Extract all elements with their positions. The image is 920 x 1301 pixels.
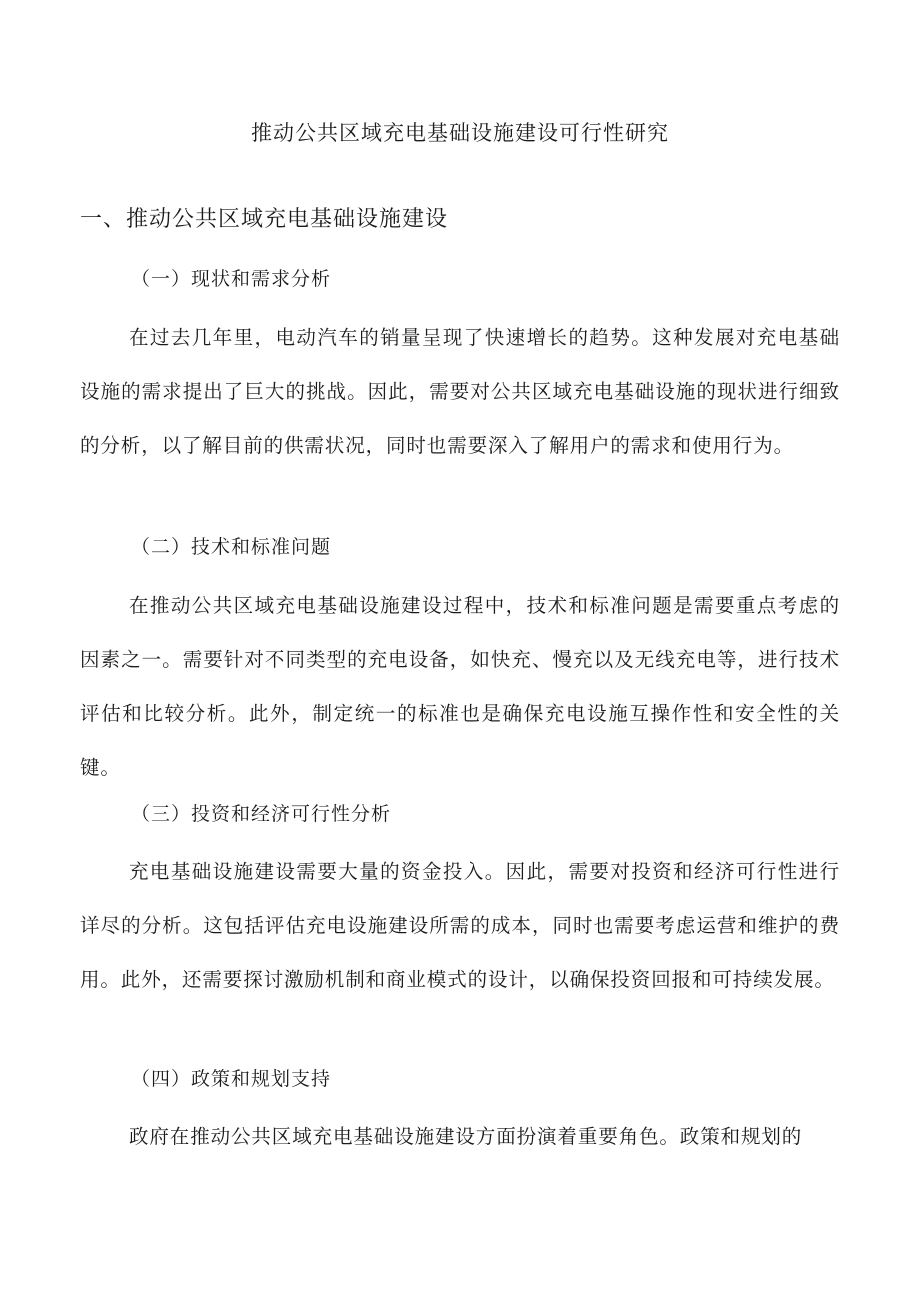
subsection-heading-status-demand: （一）现状和需求分析 (131, 268, 332, 290)
paragraph-policy: 政府在推动公共区域充电基础设施建设方面扮演着重要角色。政策和规划的 (129, 1125, 803, 1148)
paragraph-tech-standards: 在推动公共区域充电基础设施建设过程中，技术和标准问题是需要重点考虑的因素之一。需要针对不同类型的充电设备，如快充、慢充以及无线充电等，进行技术评估和比较分析。此外，制定统一的标准也是确保充电设施互操作性和安全性的关键。 (80, 594, 840, 779)
subsection-heading-tech-standards: （二）技术和标准问题 (131, 536, 332, 558)
paragraph-status-demand: 在过去几年里，电动汽车的销量呈现了快速增长的趋势。这种发展对充电基础设施的需求提出了巨大的挑战。因此，需要对公共区域充电基础设施的现状进行细致的分析，以了解目前的供需状况，同时也需要深入了解用户的需求和使用行为。 (80, 326, 840, 457)
section-heading: 一、推动公共区域充电基础设施建设 (80, 207, 449, 232)
document-title: 推动公共区域充电基础设施建设可行性研究 (251, 121, 669, 145)
paragraph-investment: 充电基础设施建设需要大量的资金投入。因此，需要对投资和经济可行性进行详尽的分析。这包括评估充电设施建设所需的成本，同时也需要考虑运营和维护的费用。此外，还需要探讨激励机制和商业模式的设计，以确保投资回报和可持续发展。 (80, 860, 840, 991)
subsection-heading-investment: （三）投资和经济可行性分析 (131, 803, 392, 825)
subsection-heading-policy: （四）政策和规划支持 (131, 1068, 332, 1090)
